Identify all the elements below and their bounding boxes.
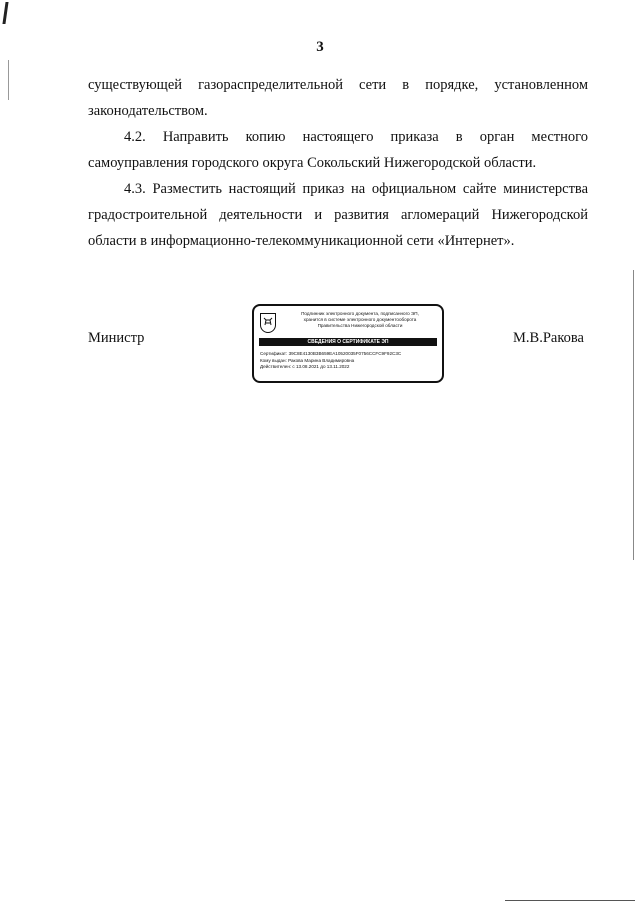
stamp-info [280,311,440,329]
signatory-name: М.В.Ракова [513,330,584,346]
stamp-details [260,351,438,371]
electronic-signature-stamp [252,304,444,383]
paragraph-line: 4.2. Направить копию настоящего приказа в орган местного [124,129,588,145]
paragraph-line: области в информационно-телекоммуникационной сети «Интернет». [88,233,515,249]
stamp-certificate: Сертификат: 39C8E4130B3B659EA10520035F0756CCFC9F92C3C [260,351,402,356]
stamp-info-line: хранится в системе электронного документооборота [303,317,417,322]
paragraph-4-3 [88,176,588,254]
paragraph-4-2 [88,124,588,176]
stamp-info-line: Правительства Нижегородской области [317,323,403,328]
stamp-valid-period: Действителен: с 13.08.2021 до 13.11.2022 [260,364,350,369]
scan-mark-top-left [2,2,8,24]
coat-of-arms-icon [260,313,276,333]
scan-mark-right-edge [633,270,634,560]
stamp-info-line: Подлинник электронного документа, подписанного ЭП, [301,311,419,316]
paragraph-continuation [88,72,588,124]
signatory-position: Министр [88,330,145,346]
stamp-header: СВЕДЕНИЯ О СЕРТИФИКАТЕ ЭП [259,338,437,346]
paragraph-line: существующей газораспределительной сети в порядке, установленном [88,77,588,93]
stamp-issued-to: Кому выдан: Ракова Марина Владимировна [260,357,355,363]
page-number: 3 [316,39,324,55]
deer-emblem-icon [261,314,275,332]
paragraph-line: 4.3. Разместить настоящий приказ на официальном сайте министерства [124,181,588,197]
paragraph-line: самоуправления городского округа Сокольский Нижегородской области. [88,155,537,171]
scan-mark-left [8,60,9,100]
paragraph-line: градостроительной деятельности и развития агломераций Нижегородской [88,207,588,223]
scan-mark-bottom [505,900,635,901]
paragraph-line: законодательством. [88,103,208,119]
